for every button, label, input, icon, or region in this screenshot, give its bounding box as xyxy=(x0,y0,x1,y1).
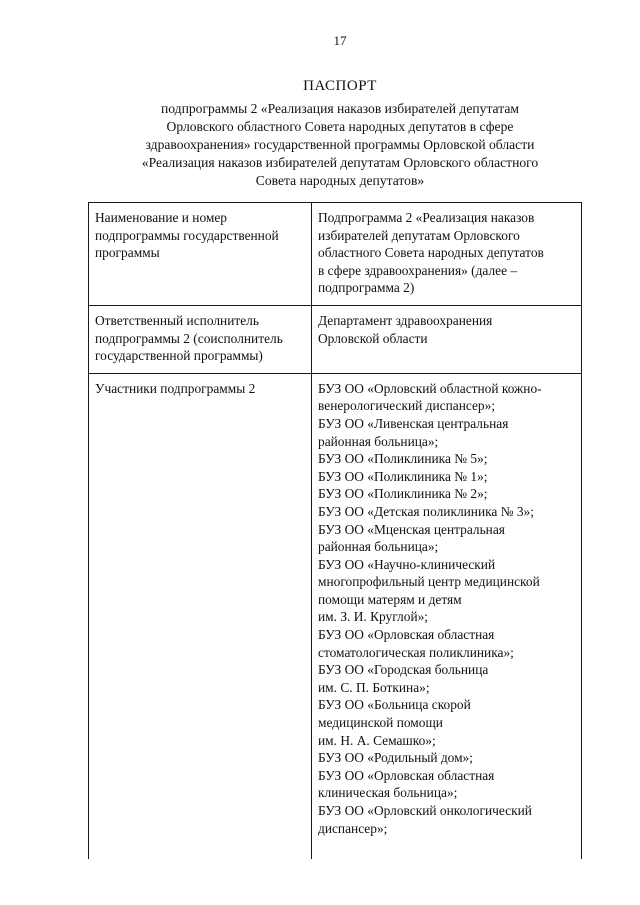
participant-line: районная больница»; xyxy=(318,433,439,449)
table-row-participants xyxy=(89,373,582,859)
participant-line: БУЗ ОО «Ливенская центральная xyxy=(318,415,509,431)
passport-table xyxy=(88,202,582,859)
participant-line: БУЗ ОО «Больница скорой xyxy=(318,697,471,713)
participant-line: стоматологическая поликлиника»; xyxy=(318,644,514,660)
participant-line: им. З. И. Круглой»; xyxy=(318,609,429,625)
participant-line: БУЗ ОО «Орловский онкологический xyxy=(318,803,532,818)
value-line: избирателей депутатам Орловского xyxy=(318,227,520,243)
participant-line: медицинской помощи xyxy=(318,715,443,731)
row-value-cell xyxy=(312,203,582,306)
table-row-program-name xyxy=(89,203,582,306)
row-value-cell xyxy=(312,305,582,373)
label-line: Ответственный исполнитель xyxy=(95,312,259,328)
value-line: Орловской области xyxy=(318,330,428,346)
participant-line: БУЗ ОО «Городская больница xyxy=(318,662,489,678)
page-number: 17 xyxy=(333,33,347,48)
participant-line: им. Н. А. Семашко»; xyxy=(318,732,436,748)
subtitle-line: Орловского областного Совета народных депутатов в сфере xyxy=(166,119,514,134)
label-line: государственной программы) xyxy=(95,348,263,364)
value-line: в сфере здравоохранения» (далее – xyxy=(318,262,518,278)
participant-line: им. С. П. Боткина»; xyxy=(318,679,430,695)
participants-list xyxy=(312,373,582,859)
label-line: Наименование и номер xyxy=(95,210,228,225)
subtitle-line: подпрограммы 2 «Реализация наказов избирателей депутатам xyxy=(161,101,519,116)
participant-line: БУЗ ОО «Детская поликлиника № 3»; xyxy=(318,503,534,519)
label-line: подпрограммы 2 (соисполнитель xyxy=(95,330,283,346)
value-line: Департамент здравоохранения xyxy=(318,312,493,328)
participant-line: БУЗ ОО «Орловская областная xyxy=(318,767,495,783)
participant-line: венерологический диспансер»; xyxy=(318,398,496,414)
participant-line: БУЗ ОО «Мценская центральная xyxy=(318,521,505,537)
participant-line: БУЗ ОО «Поликлиника № 1»; xyxy=(318,468,488,484)
document-heading: ПАСПОРТ xyxy=(303,78,377,94)
participant-line: БУЗ ОО «Орловская областная xyxy=(318,627,495,643)
participant-line: районная больница»; xyxy=(318,539,439,555)
document-subtitle xyxy=(120,100,560,190)
row-label-cell xyxy=(89,305,312,373)
label-line: подпрограммы государственной xyxy=(95,227,279,243)
participant-line: клиническая больница»; xyxy=(318,785,458,801)
participant-line: БУЗ ОО «Родильный дом»; xyxy=(318,750,473,766)
participant-line: многопрофильный центр медицинской xyxy=(318,574,540,590)
participant-line: помощи матерям и детям xyxy=(318,591,462,607)
row-label-cell xyxy=(89,373,312,859)
participant-line: БУЗ ОО «Орловский областной кожно- xyxy=(318,380,542,396)
participant-line: БУЗ ОО «Поликлиника № 2»; xyxy=(318,486,488,502)
subtitle-line: Совета народных депутатов» xyxy=(255,173,425,188)
table-row-responsible xyxy=(89,305,582,373)
value-line: Подпрограмма 2 «Реализация наказов xyxy=(318,210,535,225)
subtitle-line: здравоохранения» государственной программы Орловской области xyxy=(145,137,535,152)
label-line: Участники подпрограммы 2 xyxy=(95,380,256,396)
subtitle-line: «Реализация наказов избирателей депутатам Орловского областного xyxy=(141,155,539,170)
participant-line: БУЗ ОО «Поликлиника № 5»; xyxy=(318,451,488,467)
value-line: областного Совета народных депутатов xyxy=(318,245,544,261)
value-line: подпрограмма 2) xyxy=(318,280,415,296)
participant-line: диспансер»; xyxy=(318,820,388,836)
label-line: программы xyxy=(95,245,160,261)
participant-line: БУЗ ОО «Научно-клинический xyxy=(318,556,496,572)
row-label-cell xyxy=(89,203,312,306)
